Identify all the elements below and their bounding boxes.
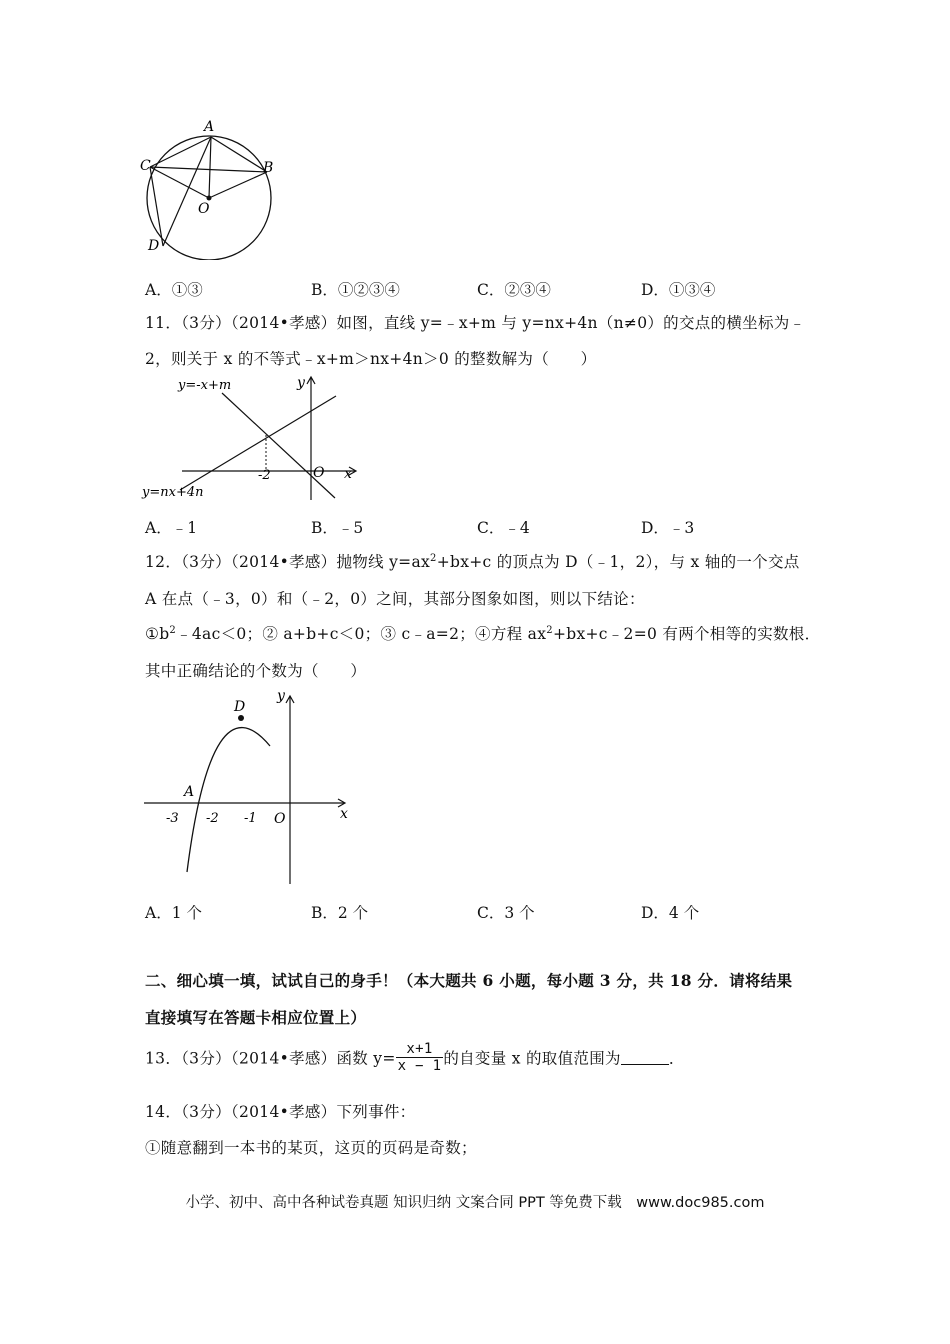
q12-sup-1: 2	[430, 552, 437, 564]
q13-answer-blank[interactable]	[621, 1050, 669, 1065]
q12-stem-line1	[145, 550, 800, 572]
q11-stem-line1: 11．（3分）（2014•孝感）如图，直线 y=﹣x+m 与 y=nx+4n（n≠0）的交点的横坐标为﹣	[145, 314, 806, 332]
q10-label-c: C	[140, 158, 151, 174]
q11-label-line1: y=-x+m	[178, 378, 232, 393]
q10-options	[145, 278, 785, 300]
q10-option-a: A．①③	[145, 281, 203, 299]
q10-label-o: O	[198, 201, 210, 217]
q10-segment-ao	[209, 137, 211, 198]
q10-segment-ab	[211, 137, 267, 172]
q10-circle-figure	[138, 116, 288, 260]
q11-stem-line2: 2，则关于 x 的不等式﹣x+m＞nx+4n＞0 的整数解为（ ）	[145, 350, 597, 368]
q10-segment-bo	[209, 172, 267, 198]
q11-label-o: O	[313, 465, 325, 481]
q12-point-d	[238, 715, 244, 721]
q12-parabola-figure	[140, 686, 360, 886]
q13-suffix: 的自变量 x 的取值范围为	[443, 1049, 621, 1068]
q10-option-b: B．①②③④	[311, 281, 400, 299]
q12-stem-line3-part1: ①b	[145, 625, 170, 643]
q13-numerator: x+1	[396, 1041, 444, 1058]
q10-option-d: D．①③④	[641, 281, 716, 299]
q12-stem-line4: 其中正确结论的个数为（ ）	[145, 662, 367, 680]
q12-label-neg3: -3	[166, 811, 179, 826]
q10-segment-cb	[150, 167, 267, 172]
q11-options	[145, 516, 785, 538]
q11-label-y: y	[297, 375, 305, 391]
q10-point-o	[207, 196, 212, 201]
section2-heading-line2: 直接填写在答题卡相应位置上）	[145, 1008, 367, 1027]
q12-label-neg2: -2	[206, 811, 219, 826]
q12-label-o: O	[274, 811, 286, 827]
q10-segment-co	[150, 167, 209, 198]
q13-fraction	[396, 1041, 444, 1074]
section2-heading-line1: 二、细心填一填，试试自己的身手！（本大题共 6 小题，每小题 3 分，共 18 分．请将结果	[145, 971, 793, 990]
q12-label-d: D	[234, 699, 246, 715]
q12-label-y: y	[277, 688, 285, 704]
q11-label-line2: y=nx+4n	[142, 485, 204, 500]
q12-option-a: A．1 个	[145, 904, 202, 922]
q10-label-d: D	[148, 238, 160, 254]
q11-option-c: C．﹣4	[477, 519, 530, 537]
q12-stem-line1-part2: +bx+c 的顶点为 D（﹣1，2），与 x 轴的一个交点	[436, 553, 800, 571]
q10-label-b: B	[263, 160, 274, 176]
q12-stem-line1-part1: 12．（3分）（2014•孝感）抛物线 y=ax	[145, 553, 431, 571]
q12-stem-line3-part2: ﹣4ac＜0；② a+b+c＜0；③ c﹣a=2；④方程 ax	[176, 625, 547, 643]
q13-stem	[145, 1041, 685, 1074]
q12-stem-line2: A 在点（﹣3，0）和（﹣2，0）之间，其部分图象如图，则以下结论：	[145, 590, 645, 608]
q10-option-c: C．②③④	[477, 281, 551, 299]
q12-parabola-curve	[187, 728, 270, 872]
q14-stem-line1: 14．（3分）（2014•孝感）下列事件：	[145, 1103, 416, 1121]
q11-option-a: A．﹣1	[145, 519, 198, 537]
q12-option-c: C．3 个	[477, 904, 535, 922]
q11-line-neg-x-plus-m	[222, 393, 335, 498]
q12-sup-2: 2	[169, 624, 177, 636]
q11-option-b: B．﹣5	[311, 519, 364, 537]
page-footer: 小学、初中、高中各种试卷真题 知识归纳 文案合同 PPT 等免费下载 www.doc985.com	[185, 1195, 765, 1211]
q12-options	[145, 901, 785, 923]
q12-label-x: x	[340, 806, 348, 822]
q14-stem-line2: ①随意翻到一本书的某页，这页的页码是奇数；	[145, 1139, 477, 1157]
q12-label-a: A	[184, 784, 195, 800]
q10-segment-cd	[150, 167, 163, 246]
q12-option-b: B．2 个	[311, 904, 369, 922]
q12-stem-line3	[145, 622, 820, 644]
q12-label-neg1: -1	[244, 811, 257, 826]
q11-graph-figure	[140, 372, 370, 504]
q12-sup-3: 2	[546, 624, 553, 636]
q13-denominator: x − 1	[397, 1058, 442, 1074]
q13-end: ．	[668, 1049, 685, 1068]
q10-segment-ca	[150, 137, 211, 167]
q13-prefix: 13．（3分）（2014•孝感）函数 y=	[145, 1049, 396, 1068]
q10-label-a: A	[204, 119, 215, 135]
q12-option-d: D．4 个	[641, 904, 700, 922]
q11-label-neg2: -2	[258, 468, 271, 483]
q10-segment-ad	[163, 137, 211, 246]
q11-option-d: D．﹣3	[641, 519, 695, 537]
q11-label-x: x	[344, 466, 352, 482]
q12-stem-line3-part3: +bx+c﹣2=0 有两个相等的实数根．	[552, 625, 821, 643]
